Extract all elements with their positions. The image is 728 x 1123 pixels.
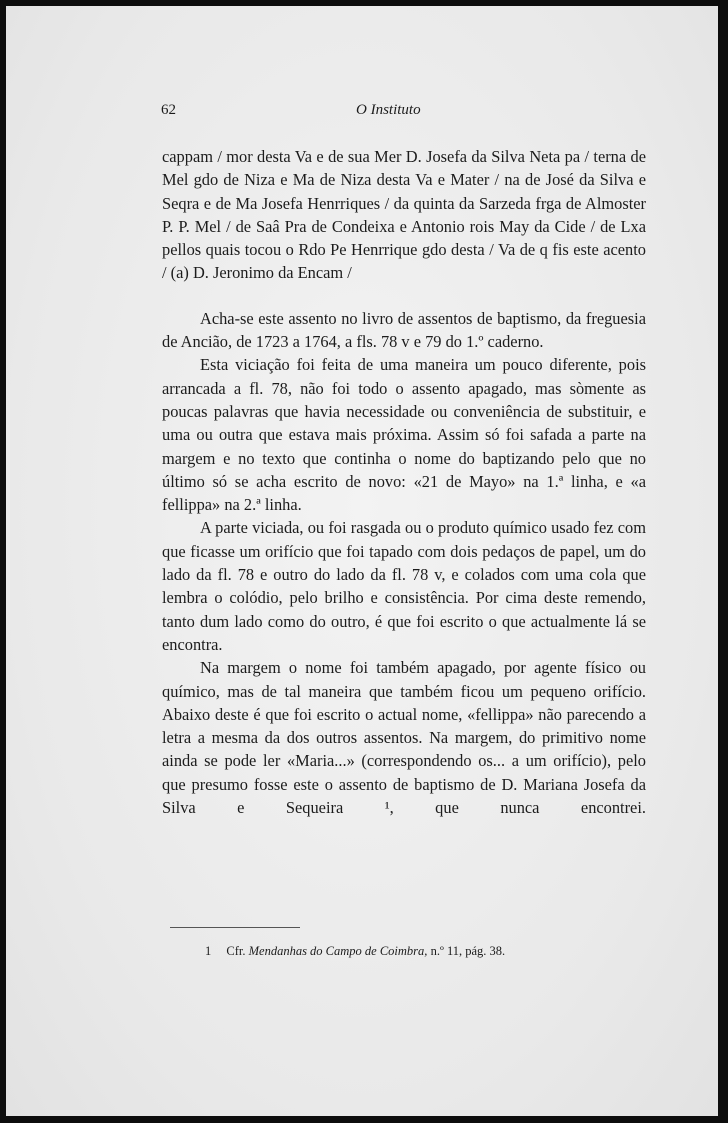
footnote-details: n.º 11, pág. 38. bbox=[430, 944, 506, 958]
footnote-mark: 1 bbox=[205, 944, 212, 958]
paragraph: A parte viciada, ou foi rasgada ou o produto químico usado fez com que ficasse um orifício que foi tapado com dois pedaços de papel, um do lado da fl. 78 e outro do lado da fl. 78 v, e colados com uma cola que lembra o colódio, pelo brilho e consistência. Por cima deste remendo, tanto dum lado como do outro, é que foi escrito o que actualmente lá se encontra. bbox=[162, 518, 646, 654]
transcribed-record: cappam / mor desta Va e de sua Mer D. Josefa da Silva Neta pa / terna de Mel gdo de Niza e Ma de Niza desta Va e Mater / na de José da Silva e Seqra e de Ma Josefa Henrriques / da quinta da Sarzeda frga de Almoster P. P. Mel / de Saâ Pra de Condeixa e Antonio rois May da Cide / de Lxa pellos quais tocou o Rdo Pe Henrrique gdo desta / Va de q fis este acento / (a) D. Jeronimo da Encam / bbox=[162, 147, 646, 283]
footnote-work-title: Mendanhas do Campo de Coimbra, bbox=[248, 944, 428, 958]
paragraph: Esta viciação foi feita de uma maneira um pouco diferente, pois arrancada a fl. 78, não foi todo o assento apagado, mas sòmente as poucas palavras que havia necessidade ou conveniência de substituir, e uma ou outra que estava mais próxima. Assim só foi safada a parte na margem e no texto que continha o nome do baptizando pelo que no último só se acha escrito de novo: «21 de Mayo» na 1.ª linha, e «a fellippa» na 2.ª linha. bbox=[162, 355, 646, 515]
body-text bbox=[162, 145, 646, 819]
page-number: 62 bbox=[161, 102, 176, 118]
footnote-prefix: Cfr. bbox=[226, 944, 246, 958]
paragraph: Acha-se este assento no livro de assentos de baptismo, da freguesia de Ancião, de 1723 a 1764, a fls. 78 v e 79 do 1.º caderno. bbox=[162, 308, 646, 352]
running-title: O Instituto bbox=[356, 102, 421, 118]
footnote-separator bbox=[170, 927, 300, 928]
footnote bbox=[205, 944, 505, 959]
page-header bbox=[161, 102, 581, 122]
document-page bbox=[6, 6, 718, 1116]
paragraph: Na margem o nome foi também apagado, por agente físico ou químico, mas de tal maneira que também ficou um pequeno orifício. Abaixo deste é que foi escrito o actual nome, «fellippa» não parecendo a letra a mesma da dos outros assentos. Na margem, do primitivo nome ainda se pode ler «Maria...» (correspondendo os... a um orifício), pelo que presumo fosse este o assento de baptismo de D. Mariana Josefa da Silva e Sequeira ¹, que nunca encontrei. bbox=[162, 658, 646, 818]
